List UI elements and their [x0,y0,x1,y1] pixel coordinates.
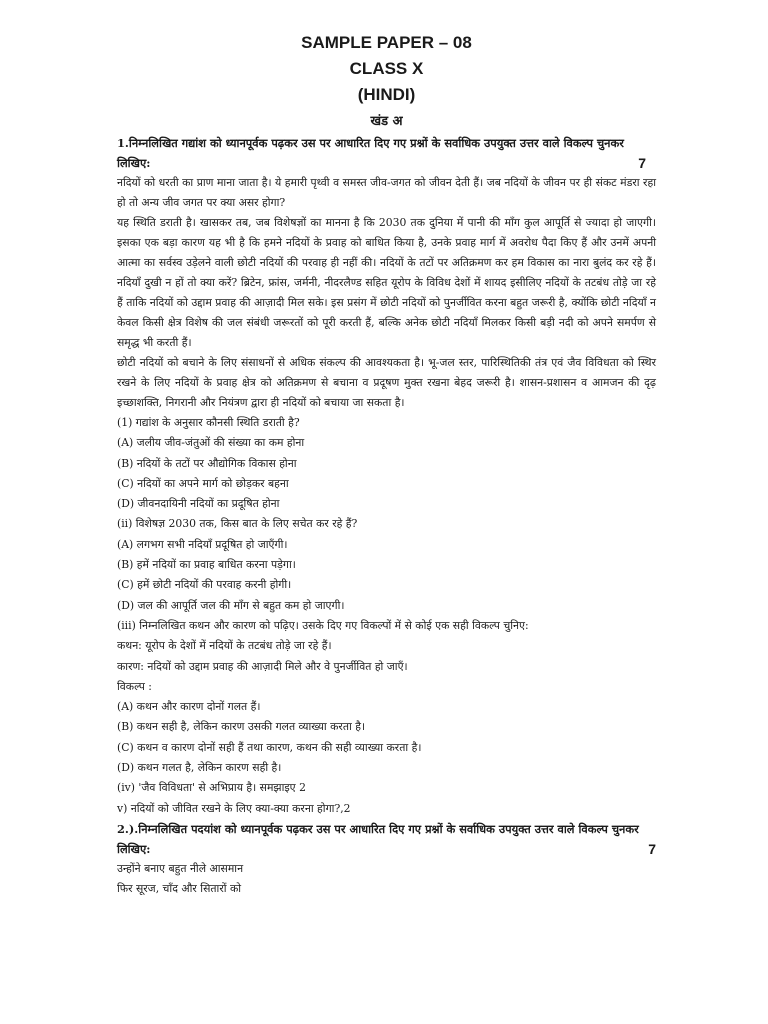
q1-option-b: (B) नदियों के तटों पर औद्योगिक विकास होना [117,456,297,470]
q3-option-a: (A) कथन और कारण दोनों गलत हैं। [117,700,261,714]
poem-line-1: उन्होंने बनाए बहुत नीले आसमान [117,861,244,875]
paper-title: SAMPLE PAPER – 08 [301,33,472,52]
question-3: (iii) निम्नलिखित कथन और कारण को पढ़िए। उसके दिए गए विकल्पों में से कोई एक सही विकल्प चुनिए: [117,618,529,632]
q2-option-a: (A) लगभग सभी नदियाँ प्रदूषित हो जाएँगी। [117,537,288,551]
reason-line: कारण: नदियों को उद्दाम प्रवाह की आज़ादी मिले और वे पुनर्जीवित हो जाएँ। [117,659,408,673]
q3-option-d: (D) कथन गलत है, लेकिन कारण सही है। [117,761,282,775]
q2-option-b: (B) हमें नदियों का प्रवाह बाधित करना पड़ेगा। [117,558,296,572]
passage-paragraph-2: यह स्थिति डराती है। खासकर तब, जब विशेषज्ञों का मानना है कि 2030 तक दुनिया में पानी की माँग कुल आपूर्ति से ज्यादा हो जाएगी। इसका एक बड़ा कारण यह भी है कि हमने नदियों के प्रवाह को बाधित किया है, उनके प्रवाह मार्ग में अवरोध पैदा किए हैं और उनमें अपनी आत्मा का सर्वस्व उड़ेलने वाली छोटी नदियों की परवाह ही नहीं की। नदियों के तटों पर अतिक्रमण कर हम विकास का नारा बुलंद कर रहे हैं। नदियाँ दुखी न हों तो क्या करें? ब्रिटेन, फ्रांस, जर्मनी, नीदरलैण्ड सहित यूरोप के विविध देशों में शायद इसीलिए नदियों के तटबंध तोड़े जा रहे हैं ताकि नदियों को उद्दाम प्रवाह की आज़ादी मिल सके। इस प्रसंग में छोटी नदियों को पुनर्जीवित करना बहुत जरूरी है, क्योंकि छोटी नदियाँ न केवल किसी क्षेत्र विशेष की जल संबंधी जरूरतों को पूरी करती हैं, बल्कि अनेक छोटी नदियाँ मिलकर किसी बड़ी नदी को अपने समर्पण से समृद्ध भी करती हैं। [117,216,656,349]
class-title: CLASS X [349,59,424,78]
q2-option-d: (D) जल की आपूर्ति जल की माँग से बहुत कम हो जाएगी। [117,598,345,612]
passage-paragraph-3: छोटी नदियों को बचाने के लिए संसाधनों से अधिक संकल्प की आवश्यकता है। भू-जल स्तर, पारिस्थितिकी तंत्र एवं जैव विविधता को स्थिर रखने के लिए नदियों के प्रवाह क्षेत्र को अतिक्रमण से बचाना व प्रदूषण मुक्त रखना बेहद जरूरी है। शासन-प्रशासन व आमजन की दृढ़ इच्छाशक्ति, निगरानी और नियंत्रण द्वारा ही नदियों को बचाया जा सकता है। [117,356,656,409]
question-5: v) नदियों को जीवित रखने के लिए क्या-क्या करना होगा?,2 [117,801,351,815]
q1-option-d: (D) जीवनदायिनी नदियों का प्रदूषित होना [117,497,280,511]
question-4: (iv) 'जैव विविधता' से अभिप्राय है। समझाइए 2 [117,781,306,795]
q2-marks: 7 [648,840,656,857]
q3-option-b: (B) कथन सही है, लेकिन कारण उसकी गलत व्याख्या करता है। [117,720,366,734]
section-title: खंड अ [370,114,403,129]
q2-option-c: (C) हमें छोटी नदियों की परवाह करनी होगी। [117,578,292,592]
options-label: विकल्प : [117,679,152,693]
subject-title: (HINDI) [357,85,416,104]
q2-instruction [117,819,656,859]
q1-instruction [117,133,656,173]
q1-option-a: (A) जलीय जीव-जंतुओं की संख्या का कम होना [117,436,305,450]
q1-option-c: (C) नदियों का अपने मार्ग को छोड़कर बहना [117,476,289,490]
q1-marks: 7 [638,155,646,171]
q2-instruction-text: 2.).निम्नलिखित पदयांश को ध्यानपूर्वक पढ़कर उस पर आधारित दिए गए प्रश्नों के सर्वाधिक उपयुक्त उत्तर वाले विकल्प चुनकर लिखिए: [117,821,639,856]
q1-instruction-text: 1.निम्नलिखित गद्यांश को ध्यानपूर्वक पढ़कर उस पर आधारित दिए गए प्रश्नों के सर्वाधिक उपयुक्त उत्तर वाले विकल्प चुनकर लिखिए: [117,136,624,170]
question-2: (ii) विशेषज्ञ 2030 तक, किस बात के लिए सचेत कर रहे हैं? [117,517,358,531]
question-1: (1) गद्यांश के अनुसार कौनसी स्थिति डराती है? [117,416,300,429]
poem-line-2: फिर सूरज, चाँद और सितारों को [117,882,242,896]
q3-option-c: (C) कथन व कारण दोनों सही हैं तथा कारण, कथन की सही व्याख्या करता है। [117,740,422,754]
passage-paragraph-1: नदियों को धरती का प्राण माना जाता है। ये हमारी पृथ्वी व समस्त जीव-जगत को जीवन देती हैं। जब नदियों के जीवन पर ही संकट मंडरा रहा हो तो अन्य जीव जगत पर क्या असर होगा? [117,176,656,209]
statement-line: कथन: यूरोप के देशों में नदियों के तटबंध तोड़े जा रहे हैं। [117,639,332,653]
